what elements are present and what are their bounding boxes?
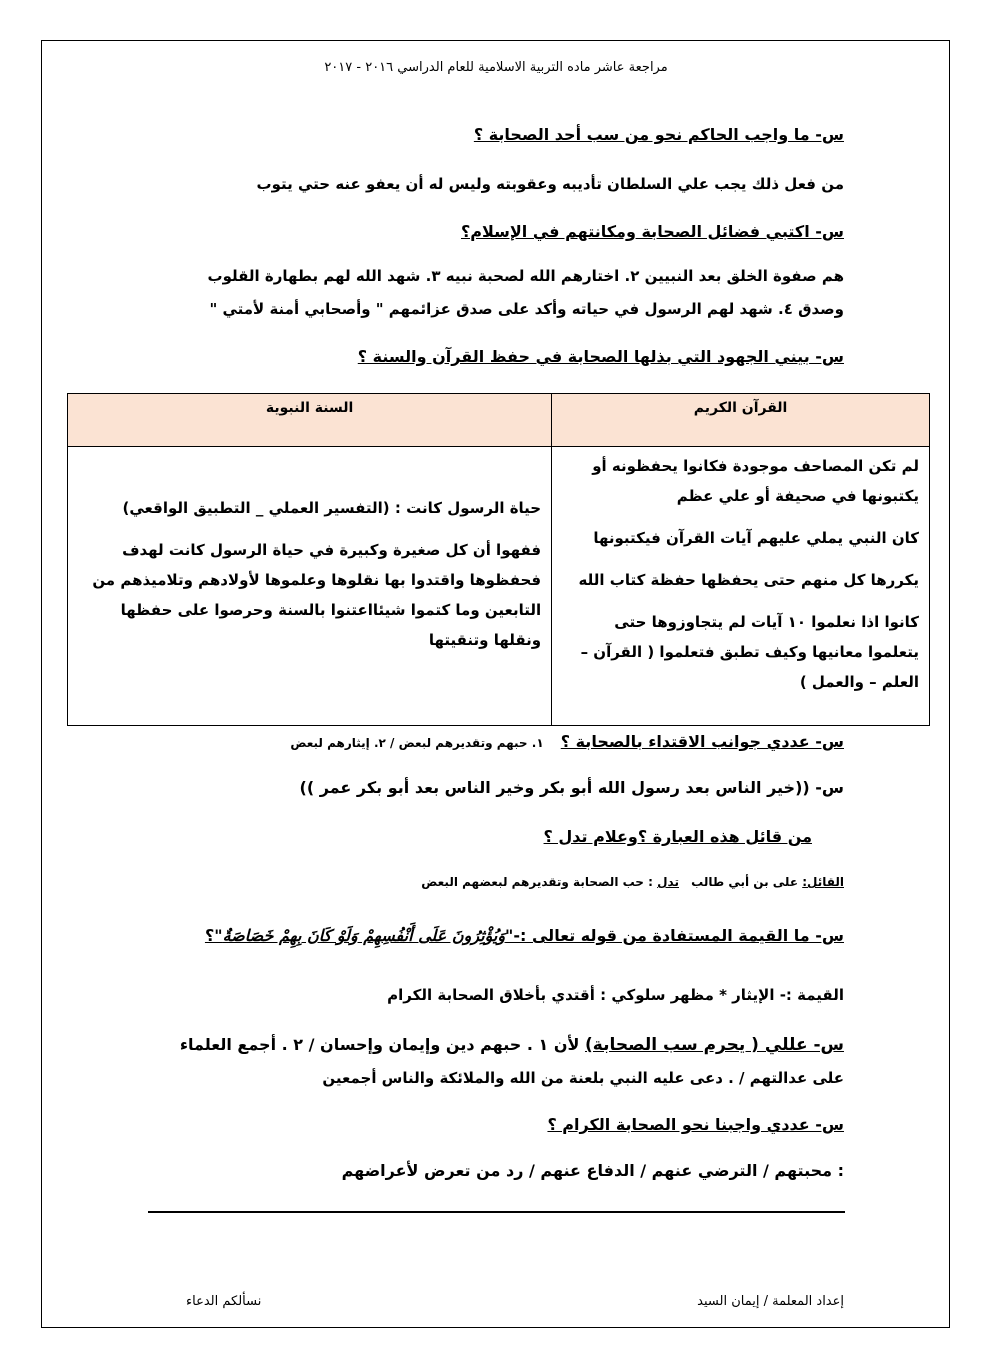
- page-header: مراجعة عاشر ماده التربية الاسلامية للعام الدراسي ٢٠١٦ - ٢٠١٧: [324, 60, 668, 75]
- sunnah-point: ففهوا أن كل صغيرة وكبيرة في حياة الرسول كانت لهدف فحفظوها واقتدوا بها نقلوها وعلموها لأولادهم وتلاميذهم من التابعين وما كتموا شيئااعتنوا بالسنة وحرصوا على حفظها ونقلها وتنقيتها: [92, 541, 542, 649]
- question-6-prefix: س- ما القيمة المستفادة من قوله تعالى :-": [505, 926, 844, 945]
- question-3: س- بيني الجهود التي بذلها الصحابة في حفظ القرآن والسنة ؟: [357, 347, 844, 366]
- table-header-sunnah: السنة النبوية: [68, 394, 552, 447]
- divider-line: [148, 1211, 845, 1213]
- answer-8: : محبتهم / الترضي عنهم / الدفاع عنهم / رد من تعرض لأعراضهم: [341, 1161, 844, 1180]
- answer-2-line-1: هم صفوة الخلق بعد النبيين ٢. اختارهم الله لصحبة نبيه ٣. شهد الله لهم بطهارة القلوب: [207, 267, 844, 285]
- question-7-reason: لأن ١ . حبهم دين وإيمان وإحسان / ٢ . أجمع العلماء: [179, 1035, 585, 1054]
- quran-point: يكررها كل منهم حتى يحفظها حفظة كتاب الله: [578, 571, 919, 589]
- indicates-text: : حب الصحابة وتقديرهم لبعضهم البعض: [421, 875, 653, 889]
- sunnah-point: حياة الرسول كانت : (التفسير العملي _ التطبيق الواقعي): [122, 499, 542, 517]
- teacher-credit: إعداد المعلمة / إيمان السيد: [697, 1294, 844, 1309]
- efforts-table: [67, 393, 930, 726]
- question-6: [205, 926, 844, 945]
- answer-2-line-2: وصدق ٤. شهد لهم الرسول في حياته وأكد على صدق عزائمهم " وأصحابي أمنة لأمتي ": [209, 300, 844, 318]
- question-2: س- اكتبي فضائل الصحابة ومكانتهم في الإسلام؟: [461, 222, 844, 241]
- question-1: س- ما واجب الحاكم نحو من سب أحد الصحابة ؟: [473, 125, 844, 144]
- table-header-quran: القرآن الكريم: [552, 394, 930, 447]
- answer-6: القيمة :- الإيثار * مظهر سلوكي : أقتدي بأخلاق الصحابة الكرام: [387, 986, 844, 1004]
- sunnah-cell: [68, 447, 552, 726]
- question-7-prefix: س- عللي ( يحرم سب الصحابة): [584, 1035, 844, 1055]
- sayer-name: على بن أبي طالب: [691, 875, 799, 889]
- quran-verse: وَيُؤْثِرُونَ عَلَى أَنْفُسِهِمْ وَلَوْ كَانَ بِهِمْ خَصَاصَةٌ: [222, 926, 506, 945]
- sayer-label: القائل:: [802, 875, 844, 889]
- quran-point: كانوا اذا نعلموا ١٠ آيات لم يتجاوزوها حتى يتعلموا معانيها وكيف تطبق فتعلموا ( القرآن – العلم – والعمل ): [580, 613, 919, 691]
- question-5: س- ((خير الناس بعد رسول الله أبو بكر وخير الناس بعد أبو بكر عمر )): [299, 778, 844, 797]
- question-8: س- عددي واجبنا نحو الصحابة الكرام ؟: [547, 1115, 844, 1134]
- answer-1: من فعل ذلك يجب علي السلطان تأديبه وعقوبته وليس له أن يعفو عنه حتي يتوب: [256, 175, 844, 193]
- prayer-request: نسألكم الدعاء: [186, 1294, 262, 1309]
- quran-point: كان النبي يملي عليهم آيات القرآن فيكتبونها: [593, 529, 919, 547]
- indicates-label: تدل: [657, 875, 679, 889]
- question-5-sub: من قائل هذه العبارة ؟وعلام تدل ؟: [543, 827, 812, 846]
- answer-5-row: [421, 875, 844, 889]
- answer-4: ١. حبهم وتقديرهم لبعض / ٢. إيثارهم لبعض: [290, 736, 544, 750]
- question-7-line-2: على عدالتهم / . دعى عليه النبي بلعنة من الله والملائكة والناس أجمعين: [322, 1069, 844, 1087]
- quran-cell: [552, 447, 930, 726]
- question-4-row: [290, 732, 844, 751]
- quran-point: لم تكن المصاحف موجودة فكانوا يحفظونه أو يكتبونها في صحيفة أو علي عظم: [592, 457, 919, 505]
- question-6-suffix: "؟: [204, 926, 223, 945]
- question-7-line-1: [180, 1035, 844, 1055]
- question-4: س- عددي جوانب الاقتداء بالصحابة ؟: [560, 732, 844, 751]
